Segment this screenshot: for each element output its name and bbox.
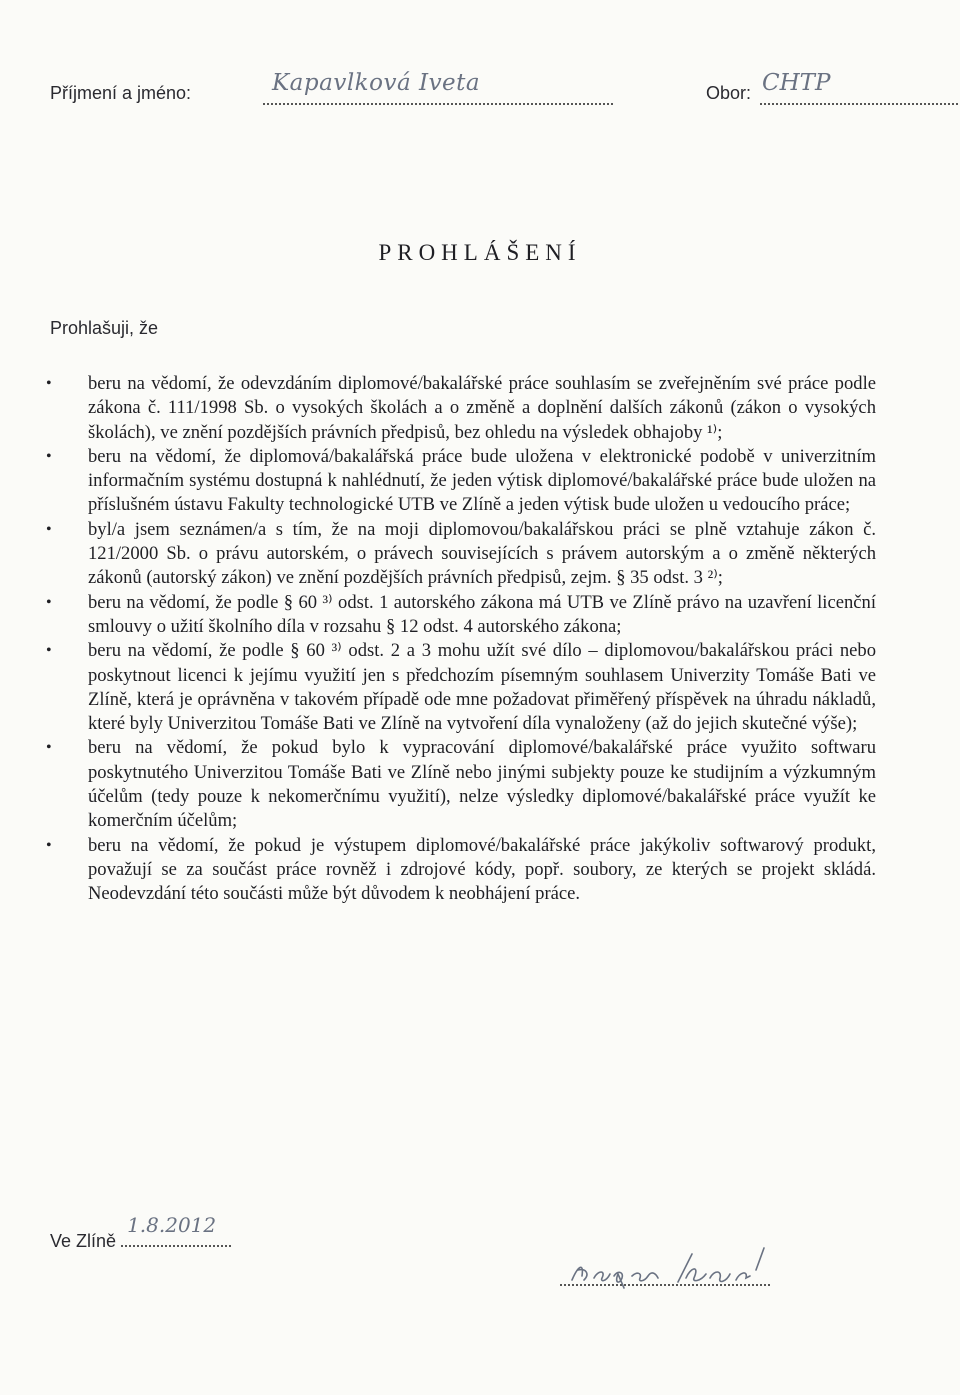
- name-label: Příjmení a jméno:: [50, 83, 192, 103]
- signature-dotted-line: [560, 1284, 770, 1286]
- list-item: [46, 639, 876, 736]
- bullet-icon: •: [46, 375, 52, 392]
- bullet-icon: •: [46, 520, 52, 538]
- signature-block: [560, 1240, 770, 1300]
- declaration-list: [46, 372, 876, 907]
- bullet-icon: •: [46, 836, 52, 854]
- list-item-text: byl/a jsem seznámen/a s tím, že na moji diplomovou/bakalářskou práci se plně vztahuje zákon č. 121/2000 Sb. o právu autorském, o právech souvisejících s právem autorským a o změně některých zákonů (autorský zákon) ve znění pozdějších právních předpisů, zejm. § 35 odst. 3 ²⁾;: [88, 518, 876, 589]
- list-item-text: beru na vědomí, že odevzdáním diplomové/bakalářské práce souhlasím se zveřejněním své práce podle zákona č. 111/1998 Sb. o vysokých školách a o změně a doplnění dalších zákonů (zákon o vysokých školách), ve znění pozdějších právních předpisů, bez ohledu na výsledek obhajoby ¹⁾;: [88, 373, 876, 443]
- list-item-text: beru na vědomí, že pokud je výstupem diplomové/bakalářské práce jakýkoliv softwarový produkt, považují se za součást práce rovněž i zdrojové kódy, popř. soubory, ze kterých se projekt skládá. Neodevzdání této součásti může být důvodem k neobhájení práce.: [88, 834, 876, 905]
- bullet-icon: •: [46, 447, 52, 465]
- bullet-icon: •: [46, 739, 52, 757]
- list-item-text: beru na vědomí, že podle § 60 ³⁾ odst. 2 a 3 mohu užít své dílo – diplomovou/bakalářskou práci nebo poskytnout licenci k jejímu využití jen s předchozím písemným souhlasem Univerzity Tomáše Bati ve Zlíně, která je oprávněna v takovém případě ode mne požadovat přiměřený příspěvek na úhradu nákladů, které byly Univerzitou Tomáše Bati ve Zlíně na vytvoření díla vynaloženy (až do jejich skutečné výše);: [88, 640, 876, 735]
- bullet-icon: •: [46, 593, 52, 611]
- name-handwritten-value: Kapavlková Iveta: [272, 70, 481, 96]
- bullet-icon: •: [46, 642, 52, 660]
- signature-image: [560, 1240, 770, 1290]
- place-date-line: [50, 1213, 231, 1252]
- list-item: [46, 591, 876, 640]
- list-item-text: beru na vědomí, že pokud bylo k vypracování diplomové/bakalářské práce využito softwaru poskytnutého Univerzitou Tomáše Bati ve Zlíně nebo jinými subjekty pouze ke studijním a výzkumným účelům (tedy pouze k nekomerčnímu využití), nelze výsledky diplomové/bakalářské práce využít ke komerčním účelům;: [88, 737, 876, 832]
- list-item: [46, 834, 876, 907]
- header-row: [50, 70, 930, 120]
- place-label: Ve Zlíně: [50, 1231, 117, 1251]
- list-item: [46, 445, 876, 518]
- list-item: [46, 518, 876, 591]
- field-handwritten-value: CHTP: [762, 70, 831, 96]
- list-item: [46, 736, 876, 833]
- date-handwritten-value: 1.8.2012: [127, 1213, 217, 1237]
- list-item-text: beru na vědomí, že diplomová/bakalářská práce bude uložena v elektronické podobě v univerzitním informačním systému dostupná k nahlédnutí, že jeden výtisk diplomové/bakalářské práce bude uložen na příslušném ústavu Fakulty technologické UTB ve Zlíně a jeden výtisk bude uložen u vedoucího práce;: [88, 445, 876, 516]
- list-item-text: beru na vědomí, že podle § 60 ³⁾ odst. 1 autorského zákona má UTB ve Zlíně právo na uzavření licenční smlouvy o užití školního díla v rozsahu § 12 odst. 4 autorského zákona;: [88, 591, 876, 637]
- intro-text: Prohlašuji, že: [50, 318, 159, 338]
- list-item: [46, 372, 876, 445]
- field-label: Obor:: [706, 83, 752, 103]
- date-dotted-line: [121, 1213, 231, 1247]
- page-title: PROHLÁŠENÍ: [378, 240, 582, 265]
